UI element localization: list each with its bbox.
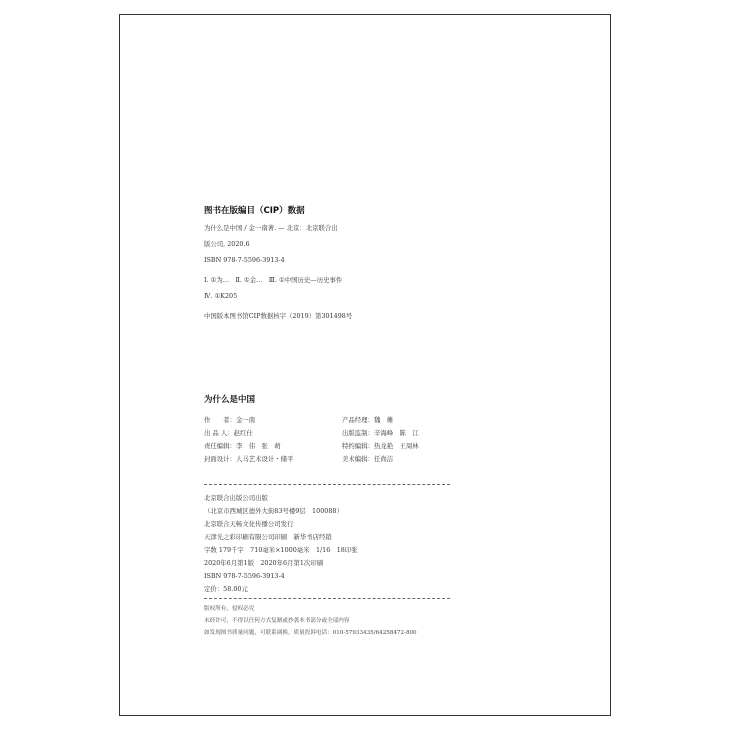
pub-isbn: ISBN 978-7-5596-3913-4 [204, 572, 285, 580]
cip-line-1: 为什么是中国 / 金一南著. — 北京：北京联合出 [204, 224, 338, 232]
pub-distributor: 北京联合天畅文化传播公司发行 [204, 520, 294, 528]
cip-classification-b: Ⅳ. ①K205 [204, 292, 238, 300]
credit-product-manager: 产品经理：魏 傩 [342, 416, 394, 424]
copyright-page [119, 14, 611, 716]
cip-isbn: ISBN 978-7-5596-3913-4 [204, 256, 285, 264]
cip-classification-a: Ⅰ. ①为… Ⅱ. ①金… Ⅲ. ①中国历史—历史事件 [204, 276, 343, 284]
book-title: 为什么是中国 [204, 395, 256, 405]
pub-edition: 2020年6月第1版 2020年6月第1次印刷 [204, 559, 324, 567]
credit-author: 作 者：金一南 [204, 416, 256, 424]
credit-publishing-supervisor: 出版监制：辛海峰 陈 江 [342, 429, 419, 437]
rights-line-2: 未经许可，不得以任何方式复制或抄袭本书部分或全部内容 [204, 618, 350, 624]
pub-address: （北京市西城区德外大街83号楼9层 100088） [204, 507, 343, 515]
cip-heading: 图书在版编目（CIP）数据 [204, 206, 305, 216]
credit-art-editor: 美术编辑：任尚洁 [342, 455, 394, 463]
credit-cover-design: 封面设计：人马艺术设计・储平 [204, 455, 294, 463]
pub-publisher: 北京联合出版公司出版 [204, 494, 268, 502]
divider-top [204, 484, 450, 485]
pub-printer: 天津光之彩印刷有限公司印刷 新华书店经销 [204, 533, 332, 541]
pub-specs: 字数 179千字 710毫米×1000毫米 1/16 18印张 [204, 546, 358, 554]
credit-editor: 责任编辑：李 伟 张 萌 [204, 442, 281, 450]
cip-record-number: 中国版本图书馆CIP数据核字（2019）第301498号 [204, 312, 353, 320]
divider-bottom [204, 598, 450, 599]
cip-line-2: 版公司, 2020.6 [204, 240, 250, 248]
credit-producer: 出 品 人：赵红仕 [204, 429, 253, 437]
credit-special-editor: 特约编辑：热龙艳 王周林 [342, 442, 419, 450]
pub-price: 定价：58.00元 [204, 585, 248, 593]
rights-line-1: 版权所有，侵权必究 [204, 606, 255, 612]
rights-line-3: 如发现图书质量问题，可联系调换。质量投诉电话：010-57933435/64258472-800 [204, 630, 417, 636]
